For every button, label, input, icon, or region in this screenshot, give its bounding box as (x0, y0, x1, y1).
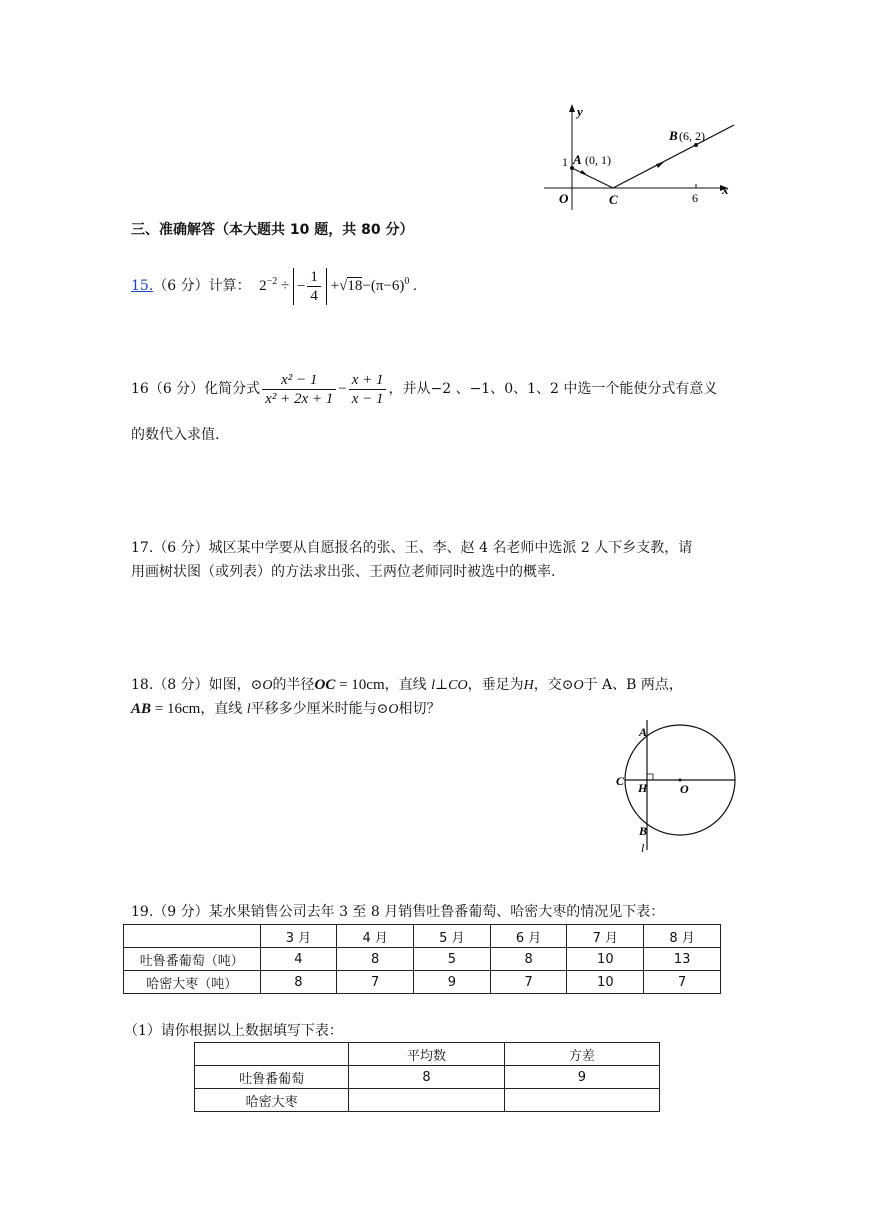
table-row (195, 1043, 660, 1066)
q16-suffix: ，并从−2 、−1、0、1、2 中选一个能使分式有意义 (388, 381, 718, 397)
q15-frac-den: 4 (310, 288, 318, 305)
q15-tail-exp: 0 (404, 276, 410, 287)
table-cell: 哈密大枣 (195, 1089, 349, 1112)
question-18-line1 (131, 675, 683, 696)
x-axis-label: x (722, 182, 729, 197)
table-header-cell: 4 月 (337, 925, 414, 948)
right-angle-mark (647, 774, 653, 780)
q18-text-i: 相切？ (398, 701, 441, 717)
q15-sqrt-sign: √ (339, 278, 348, 294)
q16-f2-den: x − 1 (351, 390, 384, 407)
q18-o: O (262, 678, 273, 693)
q18-oc-eq: = 10cm (335, 677, 385, 693)
segment-ac (572, 168, 613, 188)
question-17-line2: 用画树状图（或列表）的方法求出张、王两位老师同时被选中的概率. (131, 564, 556, 580)
q18-text-a: 18.（8 分）如图，⊙ (131, 677, 263, 693)
point-c-label: C (609, 192, 618, 207)
table-header-cell: 8 月 (644, 925, 721, 948)
table-row (195, 1066, 660, 1089)
point-b-dot (694, 143, 698, 147)
table-cell: 8 (337, 948, 414, 971)
table-row (124, 948, 721, 971)
table-cell: 7 (644, 971, 721, 994)
q15-divide: ÷ (280, 278, 290, 294)
table-cell: 8 (349, 1066, 504, 1089)
origin-label: O (559, 191, 569, 206)
table-cell: 5 (414, 948, 491, 971)
coordinate-graph (536, 100, 742, 212)
q16-f1-num: x² − 1 (262, 371, 336, 390)
table-header-cell (124, 925, 261, 948)
q15-abs-minus: − (296, 278, 306, 295)
q15-plus: + (330, 278, 340, 294)
question-18-line2 (131, 699, 441, 720)
table-cell: 吐鲁番葡萄（吨） (124, 948, 261, 971)
table-cell: 8 (260, 971, 337, 994)
table-header-cell: 方差 (504, 1043, 659, 1066)
question-16-line1 (131, 366, 717, 412)
question-19-line1: 19.（9 分）某水果销售公司去年 3 至 8 月销售吐鲁番葡萄、哈密大枣的情况见下表： (131, 904, 665, 920)
q18-text-g: ，直线 (200, 701, 247, 717)
q18-text-d: ，垂足为 (467, 677, 524, 693)
q16-f2-num: x + 1 (349, 371, 387, 390)
q15-base: 2 (259, 278, 267, 294)
q18-h: H (523, 678, 534, 693)
y-axis-arrow (569, 104, 575, 112)
question-19-sub1: （1）请你根据以上数据填写下表： (124, 1023, 343, 1039)
point-a-label: A (573, 152, 582, 167)
table-row (124, 925, 721, 948)
q18-l: l (431, 678, 435, 693)
question-17-line1: 17.（6 分）城区某中学要从自愿报名的张、王、李、赵 4 名老师中选派 2 人下乡支教，请 (131, 540, 693, 556)
q18-co: CO (448, 678, 468, 693)
table-cell: 10 (567, 948, 644, 971)
label-b: B (639, 824, 648, 838)
q15-number-link[interactable]: 15. (131, 278, 154, 294)
table-cell: 13 (644, 948, 721, 971)
q16-f1-den: x² + 2x + 1 (265, 390, 334, 407)
arrow-on-ac (580, 170, 588, 176)
q18-o2: O (573, 678, 584, 693)
sales-table (123, 924, 721, 994)
table-cell: 9 (414, 971, 491, 994)
label-o: O (680, 782, 689, 796)
q15-tail: −(π−6) (362, 278, 405, 294)
question-16-line2: 的数代入求值. (131, 427, 220, 443)
table-header-cell: 5 月 (414, 925, 491, 948)
q15-abs-value (293, 268, 327, 305)
x-tick-6-label: 6 (692, 191, 698, 205)
answer-cell-variance[interactable] (504, 1089, 659, 1112)
point-a-coord: (0, 1) (585, 153, 611, 167)
q15-end: . (413, 278, 417, 294)
label-a: A (639, 725, 648, 739)
label-l: l (641, 841, 645, 855)
table-cell: 8 (490, 948, 567, 971)
label-h: H (638, 781, 648, 795)
table-row (195, 1089, 660, 1112)
q18-ab: AB (131, 701, 152, 717)
table-cell: 7 (337, 971, 414, 994)
q15-expression (259, 269, 417, 305)
table-cell: 10 (567, 971, 644, 994)
table-header-cell: 6 月 (490, 925, 567, 948)
table-cell: 7 (490, 971, 567, 994)
table-header-cell: 7 月 (567, 925, 644, 948)
q18-text-e: ，交⊙ (533, 677, 574, 693)
q18-o3: O (388, 702, 399, 717)
y-tick-1-label: 1 (562, 155, 568, 169)
q16-fraction-1 (262, 371, 336, 408)
q18-perp: ⊥ (434, 677, 449, 693)
question-15 (131, 257, 417, 307)
q18-text-b: 的半径 (272, 677, 315, 693)
table-cell: 哈密大枣（吨） (124, 971, 261, 994)
table-cell: 9 (504, 1066, 659, 1089)
q18-text-c: ，直线 (384, 677, 432, 693)
y-axis-label: y (577, 104, 583, 119)
label-c: C (616, 774, 625, 788)
section-heading: 三、准确解答（本大题共 10 题，共 80 分） (131, 222, 414, 238)
q15-frac-num: 1 (307, 268, 321, 287)
q15-sqrt-value: 18 (347, 278, 363, 294)
q16-fraction-2 (349, 371, 387, 408)
circle-figure (610, 718, 744, 856)
q15-fraction (307, 268, 321, 305)
q18-l2: l (246, 702, 251, 717)
table-row (124, 971, 721, 994)
q18-ab-eq: = 16cm (151, 701, 201, 717)
table-header-cell: 平均数 (349, 1043, 504, 1066)
answer-cell-mean[interactable] (349, 1089, 504, 1112)
q15-exponent: −2 (266, 276, 278, 287)
q16-minus: − (338, 381, 347, 397)
table-cell: 4 (260, 948, 337, 971)
q16-prefix: 16（6 分）化简分式 (131, 381, 261, 397)
q18-oc: OC (314, 677, 336, 693)
q18-text-f: 于 A、B 两点， (583, 677, 683, 693)
q18-text-h: 平移多少厘米时能与⊙ (250, 701, 389, 717)
q15-points: （6 分）计算： (153, 278, 251, 294)
point-b-label: B (669, 128, 678, 143)
point-b-coord: (6, 2) (679, 129, 705, 143)
table-cell: 吐鲁番葡萄 (195, 1066, 349, 1089)
table-header-cell: 3 月 (260, 925, 337, 948)
table-header-cell (195, 1043, 349, 1066)
stats-table (194, 1042, 660, 1112)
